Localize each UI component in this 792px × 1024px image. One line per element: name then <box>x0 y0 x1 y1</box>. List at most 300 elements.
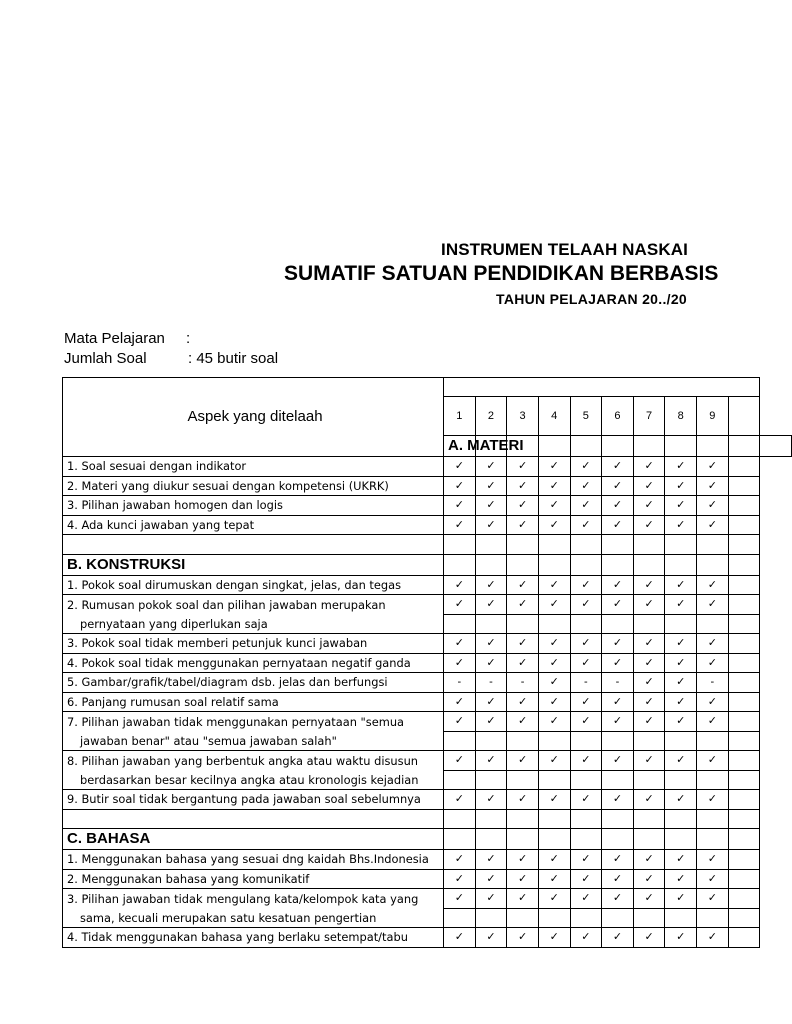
check-mark: ✓ <box>665 712 697 732</box>
empty-cell <box>602 535 634 555</box>
empty-cell <box>538 436 570 457</box>
check-mark: ✓ <box>697 712 729 732</box>
criteria-text: 2. Menggunakan bahasa yang komunikatif <box>63 869 444 889</box>
check-mark: ✓ <box>538 457 570 477</box>
check-mark: ✓ <box>538 850 570 870</box>
check-mark: ✓ <box>507 515 539 535</box>
column-number: 2 <box>475 397 507 436</box>
check-mark: ✓ <box>602 712 634 732</box>
empty-cell <box>507 829 539 850</box>
check-mark: - <box>697 673 729 693</box>
subject-field <box>64 330 191 347</box>
check-mark: ✓ <box>475 790 507 810</box>
check-mark: ✓ <box>665 595 697 615</box>
check-mark: ✓ <box>665 869 697 889</box>
check-mark: ✓ <box>570 850 602 870</box>
check-mark: ✓ <box>507 850 539 870</box>
section-spacer-row <box>63 535 792 555</box>
section-header-row <box>63 829 792 850</box>
check-mark <box>444 770 476 790</box>
check-mark: ✓ <box>507 634 539 654</box>
criteria-text: 4. Pokok soal tidak menggunakan pernyataan negatif ganda <box>63 653 444 673</box>
check-mark: ✓ <box>570 928 602 948</box>
check-mark: ✓ <box>570 692 602 712</box>
criteria-text: berdasarkan besar kecilnya angka atau kronologis kejadian <box>63 770 444 790</box>
check-mark: ✓ <box>697 751 729 771</box>
check-mark: - <box>444 673 476 693</box>
check-mark: ✓ <box>570 515 602 535</box>
check-mark: ✓ <box>665 850 697 870</box>
criteria-row <box>63 496 792 516</box>
empty-cell <box>475 554 507 575</box>
empty-cell <box>728 928 760 948</box>
check-mark: ✓ <box>507 692 539 712</box>
empty-cell <box>728 770 760 790</box>
check-mark: ✓ <box>697 653 729 673</box>
check-mark: ✓ <box>538 575 570 595</box>
check-mark: ✓ <box>570 869 602 889</box>
empty-cell <box>633 554 665 575</box>
check-mark: ✓ <box>570 790 602 810</box>
criteria-text: 3. Pilihan jawaban tidak mengulang kata/kelompok kata yang <box>63 889 444 909</box>
criteria-text: 1. Soal sesuai dengan indikator <box>63 457 444 477</box>
empty-cell <box>728 790 760 810</box>
check-mark <box>570 731 602 751</box>
empty-cell <box>538 829 570 850</box>
check-mark <box>633 908 665 928</box>
empty-cell <box>602 829 634 850</box>
empty-cell <box>475 535 507 555</box>
check-mark <box>538 614 570 634</box>
check-mark: ✓ <box>444 496 476 516</box>
check-mark: ✓ <box>475 869 507 889</box>
check-mark <box>602 614 634 634</box>
check-mark: ✓ <box>633 653 665 673</box>
check-mark: ✓ <box>697 457 729 477</box>
check-mark: ✓ <box>475 476 507 496</box>
check-mark: ✓ <box>444 790 476 810</box>
empty-cell <box>665 554 697 575</box>
check-mark: ✓ <box>570 653 602 673</box>
empty-cell <box>728 731 760 751</box>
check-mark: ✓ <box>665 928 697 948</box>
criteria-row <box>63 928 792 948</box>
column-number: 7 <box>633 397 665 436</box>
document-subtitle: SUMATIF SATUAN PENDIDIKAN BERBASIS <box>284 262 719 285</box>
criteria-text: 4. Ada kunci jawaban yang tepat <box>63 515 444 535</box>
empty-cell <box>444 809 476 829</box>
empty-cell <box>633 809 665 829</box>
empty-cell <box>728 614 760 634</box>
check-mark: ✓ <box>570 712 602 732</box>
check-mark: ✓ <box>602 515 634 535</box>
criteria-text: 2. Rumusan pokok soal dan pilihan jawaban merupakan <box>63 595 444 615</box>
check-mark: ✓ <box>570 595 602 615</box>
criteria-row <box>63 457 792 477</box>
check-mark: ✓ <box>507 889 539 909</box>
empty-cell <box>760 436 792 457</box>
check-mark: ✓ <box>475 692 507 712</box>
check-mark <box>602 731 634 751</box>
check-mark: ✓ <box>475 634 507 654</box>
empty-cell <box>665 535 697 555</box>
check-mark: ✓ <box>665 889 697 909</box>
check-mark <box>475 770 507 790</box>
check-mark: ✓ <box>538 476 570 496</box>
check-mark: - <box>507 673 539 693</box>
criteria-text: 2. Materi yang diukur sesuai dengan kompetensi (UKRK) <box>63 476 444 496</box>
empty-cell <box>728 829 760 850</box>
check-mark: ✓ <box>665 476 697 496</box>
check-mark: ✓ <box>697 869 729 889</box>
check-mark <box>444 908 476 928</box>
criteria-row <box>63 614 792 634</box>
empty-cell <box>538 535 570 555</box>
check-mark <box>538 731 570 751</box>
check-mark: ✓ <box>538 790 570 810</box>
empty-cell <box>602 436 634 457</box>
empty-cell <box>63 535 444 555</box>
check-mark: ✓ <box>602 790 634 810</box>
criteria-text: pernyataan yang diperlukan saja <box>63 614 444 634</box>
empty-cell <box>728 692 760 712</box>
column-number: 3 <box>507 397 539 436</box>
check-mark: - <box>602 673 634 693</box>
review-table <box>62 377 792 948</box>
empty-cell <box>444 554 476 575</box>
check-mark: ✓ <box>444 515 476 535</box>
question-count-label: Jumlah Soal <box>64 350 147 367</box>
check-mark: ✓ <box>475 712 507 732</box>
check-mark: ✓ <box>665 575 697 595</box>
criteria-row <box>63 595 792 615</box>
empty-cell <box>728 457 760 477</box>
criteria-text: 3. Pokok soal tidak memberi petunjuk kunci jawaban <box>63 634 444 654</box>
check-mark: ✓ <box>475 889 507 909</box>
check-mark: ✓ <box>444 653 476 673</box>
check-mark: ✓ <box>602 457 634 477</box>
check-mark: ✓ <box>633 790 665 810</box>
check-mark: ✓ <box>538 712 570 732</box>
check-mark: ✓ <box>697 515 729 535</box>
empty-cell <box>728 751 760 771</box>
subject-label: Mata Pelajaran <box>64 330 165 347</box>
check-mark: ✓ <box>697 928 729 948</box>
check-mark: ✓ <box>538 595 570 615</box>
check-mark: ✓ <box>633 692 665 712</box>
criteria-text: 7. Pilihan jawaban tidak menggunakan pernyataan "semua <box>63 712 444 732</box>
check-mark <box>697 614 729 634</box>
check-mark <box>697 731 729 751</box>
empty-cell <box>728 809 760 829</box>
check-mark <box>602 770 634 790</box>
check-mark: ✓ <box>602 634 634 654</box>
check-mark: ✓ <box>602 575 634 595</box>
column-number: 8 <box>665 397 697 436</box>
check-mark: ✓ <box>665 790 697 810</box>
criteria-text: 9. Butir soal tidak bergantung pada jawaban soal sebelumnya <box>63 790 444 810</box>
check-mark: ✓ <box>444 457 476 477</box>
check-mark: ✓ <box>665 515 697 535</box>
check-mark: ✓ <box>697 790 729 810</box>
criteria-row <box>63 575 792 595</box>
empty-cell <box>444 829 476 850</box>
empty-cell <box>697 809 729 829</box>
empty-cell <box>665 829 697 850</box>
section-title: A. MATERI <box>444 436 476 457</box>
check-mark <box>570 614 602 634</box>
check-mark: ✓ <box>475 928 507 948</box>
empty-cell <box>728 554 760 575</box>
check-mark: ✓ <box>570 575 602 595</box>
check-mark: ✓ <box>475 751 507 771</box>
check-mark: ✓ <box>475 575 507 595</box>
check-mark: ✓ <box>444 869 476 889</box>
check-mark: ✓ <box>697 634 729 654</box>
empty-cell <box>475 809 507 829</box>
check-mark: ✓ <box>665 751 697 771</box>
document-title: INSTRUMEN TELAAH NASKAI <box>441 240 688 259</box>
criteria-row <box>63 634 792 654</box>
check-mark: ✓ <box>444 712 476 732</box>
check-mark <box>570 908 602 928</box>
empty-cell <box>697 535 729 555</box>
section-title: C. BAHASA <box>63 829 444 850</box>
table-header-row <box>63 378 792 397</box>
check-mark: ✓ <box>697 496 729 516</box>
criteria-row <box>63 908 792 928</box>
document-header <box>0 0 719 320</box>
aspect-header: Aspek yang ditelaah <box>63 378 444 457</box>
criteria-row <box>63 653 792 673</box>
check-mark <box>697 908 729 928</box>
check-mark: ✓ <box>697 575 729 595</box>
empty-cell <box>507 554 539 575</box>
check-mark: ✓ <box>697 889 729 909</box>
check-mark: ✓ <box>475 850 507 870</box>
check-mark: ✓ <box>602 653 634 673</box>
check-mark: ✓ <box>665 634 697 654</box>
criteria-text: jawaban benar" atau "semua jawaban salah" <box>63 731 444 751</box>
criteria-text: 1. Pokok soal dirumuskan dengan singkat, jelas, dan tegas <box>63 575 444 595</box>
check-mark: ✓ <box>475 653 507 673</box>
check-mark: ✓ <box>602 692 634 712</box>
check-mark: ✓ <box>665 457 697 477</box>
check-mark: ✓ <box>538 496 570 516</box>
check-mark: ✓ <box>633 595 665 615</box>
check-mark: ✓ <box>633 712 665 732</box>
criteria-row <box>63 731 792 751</box>
check-mark <box>665 770 697 790</box>
check-mark: ✓ <box>475 496 507 516</box>
check-mark <box>507 614 539 634</box>
check-mark: ✓ <box>602 869 634 889</box>
empty-cell <box>728 889 760 909</box>
criteria-text: 8. Pilihan jawaban yang berbentuk angka atau waktu disusun <box>63 751 444 771</box>
check-mark: ✓ <box>507 751 539 771</box>
check-mark: ✓ <box>665 496 697 516</box>
empty-cell <box>728 515 760 535</box>
section-spacer-row <box>63 809 792 829</box>
check-mark: ✓ <box>570 496 602 516</box>
check-mark: ✓ <box>602 595 634 615</box>
check-mark: ✓ <box>570 476 602 496</box>
check-mark: ✓ <box>570 634 602 654</box>
column-group-header <box>444 378 760 397</box>
empty-cell <box>570 554 602 575</box>
check-mark <box>665 614 697 634</box>
check-mark: ✓ <box>570 457 602 477</box>
criteria-text: 5. Gambar/grafik/tabel/diagram dsb. jelas dan berfungsi <box>63 673 444 693</box>
criteria-row <box>63 712 792 732</box>
check-mark <box>538 770 570 790</box>
criteria-row <box>63 673 792 693</box>
empty-cell <box>728 496 760 516</box>
check-mark: ✓ <box>602 928 634 948</box>
criteria-row <box>63 770 792 790</box>
check-mark: ✓ <box>538 653 570 673</box>
check-mark <box>475 908 507 928</box>
check-mark: ✓ <box>444 889 476 909</box>
check-mark <box>444 731 476 751</box>
check-mark: ✓ <box>475 457 507 477</box>
column-number: 6 <box>602 397 634 436</box>
column-number: 4 <box>538 397 570 436</box>
criteria-text: 6. Panjang rumusan soal relatif sama <box>63 692 444 712</box>
check-mark: ✓ <box>633 476 665 496</box>
criteria-row <box>63 869 792 889</box>
criteria-text: sama, kecuali merupakan satu kesatuan pengertian <box>63 908 444 928</box>
check-mark: ✓ <box>602 496 634 516</box>
check-mark: ✓ <box>538 869 570 889</box>
check-mark <box>538 908 570 928</box>
check-mark: ✓ <box>538 928 570 948</box>
empty-cell <box>728 653 760 673</box>
criteria-row <box>63 889 792 909</box>
check-mark: ✓ <box>538 634 570 654</box>
check-mark: ✓ <box>697 476 729 496</box>
empty-cell <box>665 809 697 829</box>
subject-separator: : <box>186 330 191 347</box>
column-number: 9 <box>697 397 729 436</box>
check-mark: ✓ <box>507 790 539 810</box>
check-mark: ✓ <box>444 634 476 654</box>
check-mark: ✓ <box>444 476 476 496</box>
check-mark: ✓ <box>665 673 697 693</box>
check-mark: ✓ <box>444 692 476 712</box>
check-mark <box>475 731 507 751</box>
check-mark: ✓ <box>507 869 539 889</box>
empty-cell <box>507 535 539 555</box>
check-mark: ✓ <box>538 751 570 771</box>
empty-cell <box>728 595 760 615</box>
check-mark <box>665 731 697 751</box>
check-mark: ✓ <box>507 496 539 516</box>
check-mark <box>633 770 665 790</box>
check-mark: ✓ <box>602 889 634 909</box>
empty-cell <box>475 829 507 850</box>
check-mark: - <box>475 673 507 693</box>
empty-cell <box>728 850 760 870</box>
check-mark: ✓ <box>507 457 539 477</box>
check-mark: ✓ <box>444 928 476 948</box>
check-mark: ✓ <box>444 595 476 615</box>
empty-cell <box>538 809 570 829</box>
check-mark: ✓ <box>475 515 507 535</box>
empty-cell <box>444 535 476 555</box>
question-count-value: : 45 butir soal <box>188 350 279 367</box>
check-mark <box>507 770 539 790</box>
check-mark <box>633 614 665 634</box>
check-mark <box>633 731 665 751</box>
check-mark: ✓ <box>697 595 729 615</box>
check-mark: ✓ <box>602 850 634 870</box>
check-mark: ✓ <box>665 692 697 712</box>
check-mark: ✓ <box>697 692 729 712</box>
check-mark: ✓ <box>507 476 539 496</box>
check-mark <box>602 908 634 928</box>
section-title: B. KONSTRUKSI <box>63 554 444 575</box>
criteria-row <box>63 515 792 535</box>
check-mark: ✓ <box>475 595 507 615</box>
check-mark: ✓ <box>697 850 729 870</box>
check-mark: ✓ <box>538 692 570 712</box>
check-mark: ✓ <box>538 673 570 693</box>
check-mark <box>665 908 697 928</box>
check-mark: ✓ <box>633 889 665 909</box>
empty-cell <box>728 869 760 889</box>
question-count-field <box>64 350 279 367</box>
empty-cell <box>63 809 444 829</box>
check-mark: ✓ <box>507 653 539 673</box>
check-mark: ✓ <box>602 476 634 496</box>
check-mark: ✓ <box>507 595 539 615</box>
empty-cell <box>665 436 697 457</box>
check-mark: ✓ <box>633 850 665 870</box>
academic-year: TAHUN PELAJARAN 20../20 <box>496 291 688 307</box>
empty-cell <box>728 673 760 693</box>
check-mark <box>570 770 602 790</box>
criteria-row <box>63 476 792 496</box>
check-mark <box>507 908 539 928</box>
check-mark <box>475 614 507 634</box>
check-mark <box>507 731 539 751</box>
criteria-text: 4. Tidak menggunakan bahasa yang berlaku setempat/tabu <box>63 928 444 948</box>
empty-cell <box>728 712 760 732</box>
check-mark: ✓ <box>633 869 665 889</box>
empty-cell <box>728 436 760 457</box>
column-number: 5 <box>570 397 602 436</box>
empty-cell <box>538 554 570 575</box>
column-number: 1 <box>444 397 476 436</box>
empty-cell <box>697 829 729 850</box>
check-mark: ✓ <box>633 673 665 693</box>
check-mark <box>697 770 729 790</box>
empty-cell <box>633 829 665 850</box>
empty-cell <box>728 908 760 928</box>
review-table-container <box>62 377 717 947</box>
section-header-row <box>63 554 792 575</box>
check-mark: ✓ <box>633 457 665 477</box>
empty-cell <box>728 575 760 595</box>
check-mark: ✓ <box>665 653 697 673</box>
empty-cell <box>728 535 760 555</box>
criteria-text: 3. Pilihan jawaban homogen dan logis <box>63 496 444 516</box>
empty-cell <box>728 634 760 654</box>
check-mark: ✓ <box>507 712 539 732</box>
criteria-text: 1. Menggunakan bahasa yang sesuai dng kaidah Bhs.Indonesia <box>63 850 444 870</box>
check-mark: - <box>570 673 602 693</box>
